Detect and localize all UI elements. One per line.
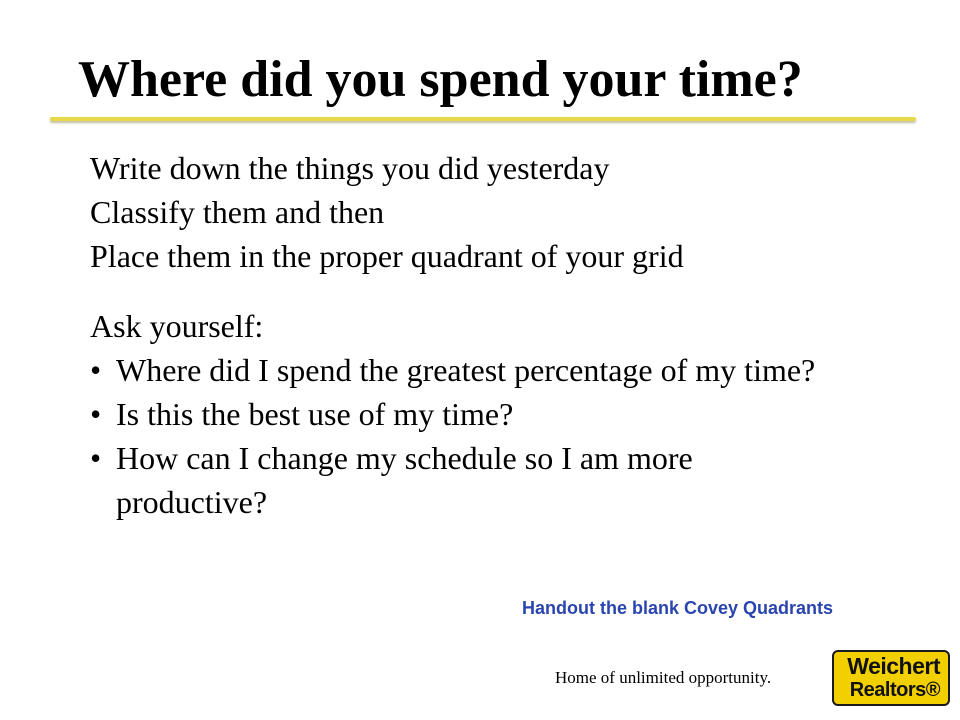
- question-list: [90, 348, 850, 524]
- question-item: [90, 436, 850, 524]
- logo-line-1: Weichert: [847, 653, 940, 679]
- question-item: [90, 392, 850, 436]
- instruction-lines: [90, 146, 684, 278]
- weichert-realtors-logo: [832, 650, 950, 706]
- bullet-icon: •: [90, 440, 102, 476]
- question-text: How can I change my schedule so I am more productive?: [116, 440, 693, 520]
- slide-title: Where did you spend your time?: [78, 51, 803, 108]
- ask-yourself-label: Ask yourself:: [90, 308, 264, 344]
- instruction-line: Place them in the proper quadrant of your grid: [90, 238, 684, 274]
- footer-tagline: Home of unlimited opportunity.: [555, 668, 772, 687]
- instruction-line: Classify them and then: [90, 194, 385, 230]
- instruction-line: Write down the things you did yesterday: [90, 150, 610, 186]
- bullet-icon: •: [90, 352, 102, 388]
- question-text: Where did I spend the greatest percentage of my time?: [116, 352, 816, 388]
- handout-note: Handout the blank Covey Quadrants: [522, 598, 834, 618]
- question-item: [90, 348, 850, 392]
- question-text: Is this the best use of my time?: [116, 396, 514, 432]
- title-underline: [50, 117, 916, 121]
- logo-line-2: Realtors®: [849, 679, 940, 701]
- bullet-icon: •: [90, 396, 102, 432]
